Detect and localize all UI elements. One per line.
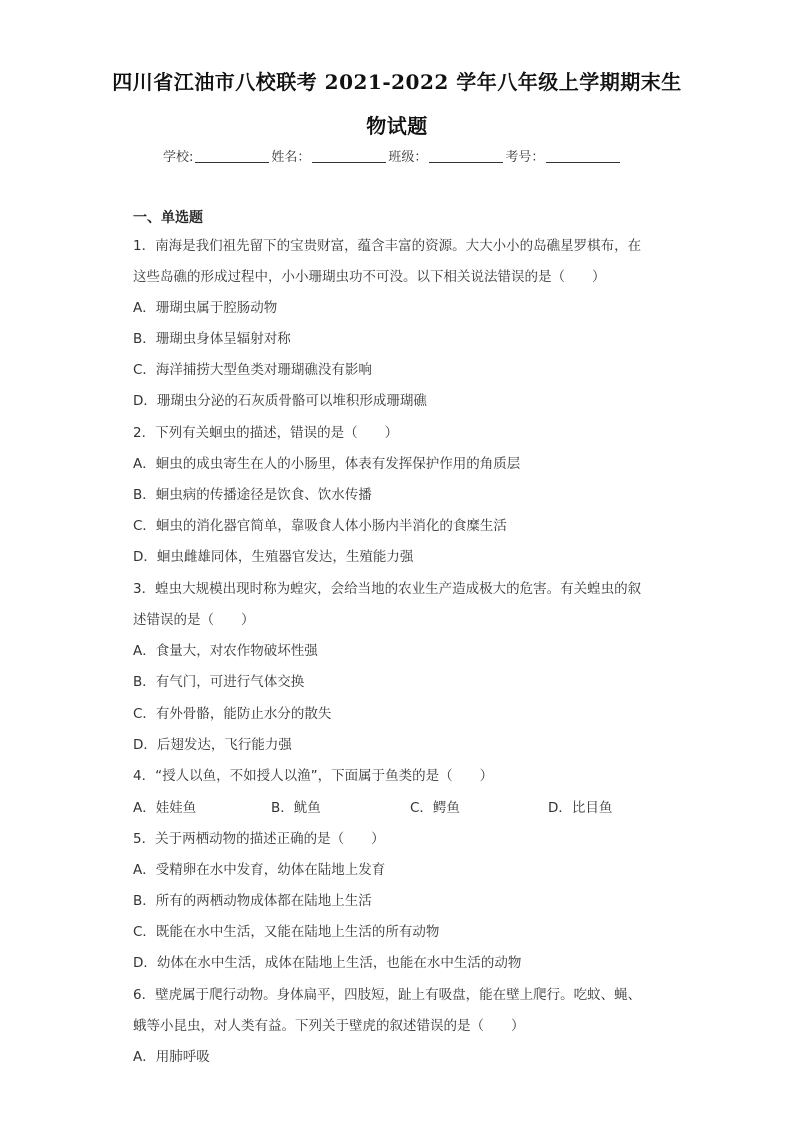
q2-option-a: A．蛔虫的成虫寄生在人的小肠里，体表有发挥保护作用的角质层 (133, 456, 521, 472)
student-info-row (163, 146, 622, 165)
q5-option-c: C．既能在水中生活，又能在陆地上生活的所有动物 (133, 924, 440, 940)
q2-stem: 2．下列有关蛔虫的描述，错误的是（ ） (133, 425, 399, 441)
q4-stem: 4．“授人以鱼，不如授人以渔”，下面属于鱼类的是（ ） (133, 768, 494, 784)
class-blank (429, 148, 503, 163)
name-label: 姓名： (271, 150, 311, 165)
school-label: 学校: (163, 150, 194, 165)
q5-option-d: D．幼体在水中生活，成体在陆地上生活，也能在水中生活的动物 (133, 955, 522, 971)
q3-option-b: B．有气门，可进行气体交换 (133, 674, 305, 690)
q1-option-a: A．珊瑚虫属于腔肠动物 (133, 300, 278, 316)
q3-option-d: D．后翅发达，飞行能力强 (133, 737, 292, 753)
q1-option-d: D．珊瑚虫分泌的石灰质骨骼可以堆积形成珊瑚礁 (133, 393, 427, 409)
q5-stem: 5．关于两栖动物的描述正确的是（ ） (133, 831, 385, 847)
exam-number-blank (546, 148, 620, 163)
q4-options-row (133, 796, 693, 816)
section-heading: 一、单选题 (133, 210, 203, 226)
class-label: 班级： (388, 150, 428, 165)
q2-option-d: D．蛔虫雌雄同体，生殖器官发达，生殖能力强 (133, 549, 414, 565)
q6-stem-line2: 蛾等小昆虫，对人类有益。下列关于壁虎的叙述错误的是（ ） (133, 1018, 525, 1034)
q1-option-b: B．珊瑚虫身体呈辐射对称 (133, 331, 291, 347)
q3-option-a: A．食量大，对农作物破坏性强 (133, 643, 318, 659)
q1-stem-line1: 1．南海是我们祖先留下的宝贵财富，蕴含丰富的资源。大大小小的岛礁星罗棋布，在 (133, 238, 642, 254)
q4-option-a: A．娃娃鱼 (133, 800, 197, 816)
q6-stem-line1: 6．壁虎属于爬行动物。身体扁平，四肢短，趾上有吸盘，能在壁上爬行。吃蚊、蝇、 (133, 987, 642, 1003)
page-title-line2: 物试题 (366, 114, 428, 138)
q4-option-b: B．鱿鱼 (271, 800, 321, 816)
q5-option-b: B．所有的两栖动物成体都在陆地上生活 (133, 893, 372, 909)
q1-stem-line2: 这些岛礁的形成过程中，小小珊瑚虫功不可没。以下相关说法错误的是（ ） (133, 269, 606, 285)
name-blank (312, 148, 386, 163)
q3-option-c: C．有外骨骼，能防止水分的散失 (133, 706, 332, 722)
q2-option-b: B．蛔虫病的传播途径是饮食、饮水传播 (133, 487, 372, 503)
page-title-line1: 四川省江油市八校联考 2021-2022 学年八年级上学期期末生 (112, 70, 682, 94)
q2-option-c: C．蛔虫的消化器官简单，靠吸食人体小肠内半消化的食糜生活 (133, 518, 507, 534)
q6-option-a: A．用肺呼吸 (133, 1049, 210, 1065)
q1-option-c: C．海洋捕捞大型鱼类对珊瑚礁没有影响 (133, 362, 372, 378)
school-blank (195, 148, 269, 163)
q5-option-a: A．受精卵在水中发育，幼体在陆地上发育 (133, 862, 386, 878)
q4-option-d: D．比目鱼 (548, 800, 613, 816)
q3-stem-line1: 3．蝗虫大规模出现时称为蝗灾，会给当地的农业生产造成极大的危害。有关蝗虫的叙 (133, 581, 642, 597)
exam-number-label: 考号： (505, 150, 545, 165)
q3-stem-line2: 述错误的是（ ） (133, 612, 255, 628)
q4-option-c: C．鳄鱼 (410, 800, 460, 816)
